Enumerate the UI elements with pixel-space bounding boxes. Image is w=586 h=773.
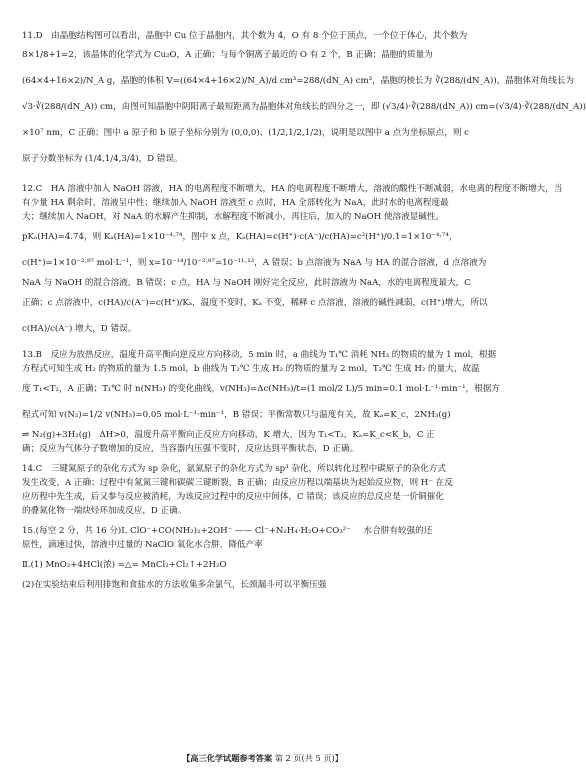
text-line: (64×4+16×2)/N_A g，晶胞的体积 V=((64×4+16×2)/N_A)/d cm³=288/(dN_A) cm³，晶胞的棱长为 ∛(288/(dN_A))，晶胞体对角线长为 [22, 76, 575, 86]
text-line: c(HA)/c(A⁻) 增大，D 错误。 [22, 324, 137, 334]
note-text: 水合肼有较强的还 [363, 526, 433, 536]
text-line: 正确；c 点溶液中，c(HA)/c(A⁻)=c(H⁺)/Kₐ，温度不变时，Kₐ 不变，稀释 c 点溶液，溶液的碱性减弱，c(H⁺)增大，所以 [22, 298, 488, 308]
text-line: (2)在实验结束后利用排饱和食盐水的方法收集多余氯气，长颈漏斗可以平衡压强 [22, 580, 327, 590]
text-line: NaA 与 NaOH 的混合溶液，B 错误；c 点，HA 与 NaOH 刚好完全反应，此时溶液为 NaA，水的电离程度最大，C [22, 278, 471, 288]
footer-page-number: 第 2 页(共 5 页)】 [274, 753, 343, 763]
text-line: c(H⁺)=1×10⁻²·⁸⁷ mol·L⁻¹，则 x=10⁻¹⁴/10⁻²·⁸⁷=10⁻¹¹·¹³，A 错误；b 点溶液为 NaA 与 HA 的混合溶液，d 点溶液为 [22, 258, 487, 268]
text-line: 13.B 反应为放热反应，温度升高平衡向逆反应方向移动，5 min 时，a 曲线为 T₁℃ 消耗 NH₃ 的物质的量为 1 mol，根据 [22, 350, 497, 360]
text-line: ⇌ N₂(g)+3H₂(g) ΔH>0，温度升高平衡向正反应方向移动，K 增大，因为 T₁<T₂，Kₐ=K_c<K_b，C 正 [22, 430, 435, 440]
text-line: 大；继续加入 NaOH，对 NaA 的水解产生抑制，水解程度不断减小，再往后，加入的 NaOH 使溶液显碱性。 [22, 212, 445, 222]
footer-title: 【高三化学试题参考答案 [182, 753, 273, 763]
text-line: √3·∛(288/(dN_A)) cm，由图可知晶胞中阴阳离子最短距离为晶胞体对角线长的四分之一，即 (√3/4)·∛(288/(dN_A)) cm=(√3/4)·∛(288/(dN_A)) [22, 102, 586, 112]
text-line: 方程式可知生成 H₂ 的物质的量为 1.5 mol，b 曲线为 T₂℃ 生成 H₂ 的物质的量为 2 mol，T₂℃ 生成 H₂ 的量大，故温 [22, 364, 480, 374]
text-line [22, 524, 503, 538]
q11-explanation [22, 30, 586, 172]
text-line: Ⅱ.(1) MnO₂+4HCl(浓) =△= MnCl₂+Cl₂↑+2H₂O [22, 560, 227, 570]
q15-explanation [22, 524, 503, 592]
text-line: 的叠氮化物一端炔烃环加成反应，D 正确。 [22, 506, 187, 516]
text-line: ×10⁷ nm，C 正确；图中 a 原子和 b 原子坐标分别为 (0,0,0)、(1/2,1/2,1/2)，说明是以图中 a 点为坐标原点，则 c [22, 128, 469, 138]
text-line: 12.C HA 溶液中加入 NaOH 溶液，HA 的电离程度不断增大，HA 的电离程度不断增大，溶液的酸性不断减弱，水电离的程度不断增大，当 [22, 184, 563, 194]
text-line: pKₐ(HA)=4.74，则 Kₐ(HA)=1×10⁻⁴·⁷⁴，图中 x 点，Kₐ(HA)=c(H⁺)·c(A⁻)/c(HA)=c²(H⁺)/0.1=1×10⁻⁴·⁷⁴， [22, 232, 458, 242]
q12-explanation [22, 182, 563, 342]
text-line: 原性，滴速过快，溶液中过量的 NaClO 氧化水合肼，降低产率 [22, 540, 263, 550]
text-line: 原子分数坐标为 (1/4,1/4,3/4)，D 错误。 [22, 154, 183, 164]
page-footer [0, 752, 525, 764]
q13-explanation [22, 348, 503, 456]
text-line: 14.C 三键氮原子的杂化方式为 sp 杂化，氨氮原子的杂化方式为 sp³ 杂化，所以转化过程中碳原子的杂化方式 [22, 464, 446, 474]
text-line: 8×1/8+1=2，该晶体的化学式为 Cu₂O，A 正确；与每个铜离子最近的 O 有 2 个，B 正确；晶胞的质量为 [22, 50, 433, 60]
text-line: 11.D 由晶胞结构图可以看出，晶胞中 Cu 位于晶胞内，其个数为 4，O 有 8 个位于顶点，一个位于体心，其个数为 [22, 31, 468, 41]
text-line: 有少量 HA 剩余时，溶液呈中性；继续加入 NaOH 溶液至 c 点时，HA 全部转化为 NaA，此时水的电离程度最 [22, 198, 449, 208]
text-line: 度 T₁<T₂，A 正确；T₁℃ 时 n(NH₃) 的变化曲线，v(NH₃)=Δc(NH₃)/t=(1 mol/2 L)/5 min=0.1 mol·L⁻¹·min⁻¹，根据方 [22, 384, 500, 394]
text-line: 程式可知 v(N₂)=1/2 v(NH₃)=0.05 mol·L⁻¹·min⁻¹，B 错误；平衡常数只与温度有关，故 Kₐ=K_c，2NH₃(g) [22, 410, 451, 420]
text-line: 发生改变，A 正确；过程中有氮氮三键和碳碳三键断裂，B 正确；由反应历程以端基块为起始反应物，则 H⁻ 在反 [22, 478, 453, 488]
text-line: 确；反应为气体分子数增加的反应，当容器内压强不变时，反应达到平衡状态，D 正确。 [22, 444, 359, 454]
text-line: 应历程中先生成，后又参与反应被消耗，为该反应过程中的反应中间体，C 错误；该反应的总反应是一价铜催化 [22, 492, 444, 502]
equation-line: 15.(每空 2 分，共 16 分)Ⅰ. ClO⁻+CO(NH₂)₂+2OH⁻ —— Cl⁻+N₂H₄·H₂O+CO₃²⁻ [22, 526, 351, 536]
q14-explanation [22, 462, 503, 518]
